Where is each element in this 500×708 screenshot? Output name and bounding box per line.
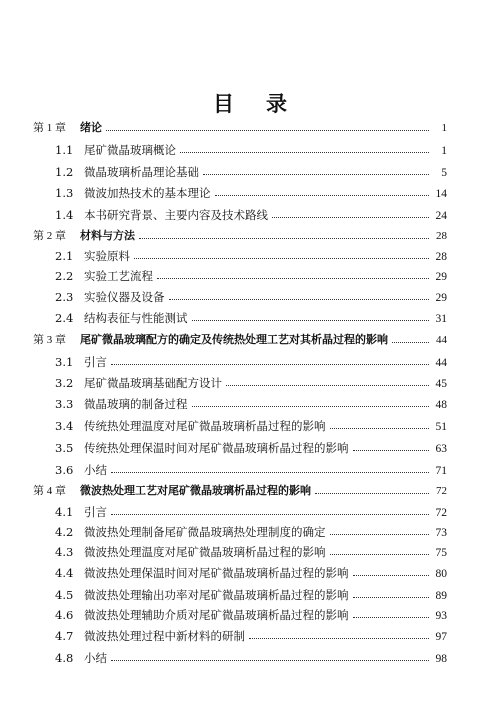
entry-title: 微波热处理温度对尾矿微晶玻璃析晶过程的影响: [84, 545, 326, 559]
toc-section-entry[interactable]: [55, 648, 447, 668]
entry-title: 微波热处理保温时间对尾矿微晶玻璃析晶过程的影响: [84, 566, 349, 580]
entry-page-number: 31: [435, 313, 447, 325]
dot-leader: [249, 637, 429, 639]
entry-title: 微波热处理辅助介质对尾矿微晶玻璃析晶过程的影响: [84, 608, 349, 622]
toc-section-entry[interactable]: [55, 373, 447, 393]
entry-number: 2.2: [55, 269, 74, 283]
entry-title: 实验工艺流程: [84, 269, 153, 283]
entry-page-number: 72: [435, 507, 447, 519]
entry-title: 小结: [84, 651, 107, 665]
entry-number: 第 3 章: [33, 334, 66, 346]
dot-leader: [111, 471, 429, 473]
toc-section-entry[interactable]: [55, 266, 447, 286]
entry-page-number: 97: [435, 631, 447, 643]
toc-section-entry[interactable]: [55, 626, 447, 646]
toc-section-entry[interactable]: [55, 460, 447, 480]
dot-leader: [330, 553, 430, 555]
dot-leader: [192, 405, 430, 407]
entry-number: 第 2 章: [33, 230, 66, 242]
toc-section-entry[interactable]: [55, 522, 447, 542]
entry-page-number: 73: [435, 527, 447, 539]
entry-page-number: 1: [441, 145, 447, 157]
page-title: [0, 88, 500, 118]
entry-number: 4.6: [55, 608, 74, 622]
entry-title: 材料与方法: [80, 229, 135, 242]
entry-number: 1.4: [55, 208, 74, 222]
entry-page-number: 71: [435, 465, 447, 477]
dot-leader: [111, 513, 429, 515]
toc-section-entry[interactable]: [55, 308, 447, 328]
entry-title: 微晶玻璃析晶理论基础: [84, 165, 199, 179]
dot-leader: [111, 659, 429, 661]
entry-title: 引言: [84, 355, 107, 369]
entry-number: 3.3: [55, 397, 74, 411]
entry-title: 微波加热技术的基本理论: [84, 186, 211, 200]
entry-number: 4.8: [55, 651, 74, 665]
entry-number: 2.1: [55, 249, 74, 263]
entry-page-number: 1: [441, 122, 447, 134]
entry-number: 4.3: [55, 545, 74, 559]
entry-title: 绪论: [80, 121, 102, 134]
toc-chapter-entry[interactable]: [33, 118, 447, 138]
entry-page-number: 5: [441, 167, 447, 179]
toc-section-entry[interactable]: [55, 563, 447, 583]
toc-section-entry[interactable]: [55, 162, 447, 182]
entry-title: 本书研究背景、主要内容及技术路线: [84, 208, 268, 222]
entry-number: 第 1 章: [33, 122, 66, 134]
toc-section-entry[interactable]: [55, 246, 447, 266]
entry-title: 传统热处理温度对尾矿微晶玻璃析晶过程的影响: [84, 419, 326, 433]
entry-title: 微波热处理工艺对尾矿微晶玻璃析晶过程的影响: [80, 484, 311, 497]
entry-number: 第 4 章: [33, 485, 66, 497]
entry-page-number: 45: [435, 378, 447, 390]
dot-leader: [226, 384, 429, 386]
entry-title: 实验仪器及设备: [84, 290, 165, 304]
dot-leader: [272, 216, 429, 218]
entry-number: 3.2: [55, 376, 74, 390]
entry-title: 小结: [84, 463, 107, 477]
dot-leader: [134, 257, 429, 259]
dot-leader: [330, 533, 430, 535]
entry-title: 微波热处理制备尾矿微晶玻璃热处理制度的确定: [84, 525, 326, 539]
toc-section-entry[interactable]: [55, 605, 447, 625]
entry-page-number: 44: [436, 334, 447, 346]
entry-page-number: 80: [435, 568, 447, 580]
entry-number: 1.3: [55, 186, 74, 200]
entry-title: 引言: [84, 505, 107, 519]
entry-number: 2.3: [55, 290, 74, 304]
entry-number: 4.2: [55, 525, 74, 539]
entry-number: 3.6: [55, 463, 74, 477]
entry-page-number: 89: [435, 590, 447, 602]
entry-page-number: 93: [435, 610, 447, 622]
dot-leader: [353, 449, 430, 451]
toc-section-entry[interactable]: [55, 502, 447, 522]
dot-leader: [139, 237, 429, 239]
toc-section-entry[interactable]: [55, 183, 447, 203]
toc-section-entry[interactable]: [55, 140, 447, 160]
entry-page-number: 63: [435, 443, 447, 455]
dot-leader: [353, 616, 430, 618]
entry-page-number: 72: [436, 485, 447, 497]
dot-leader: [192, 319, 430, 321]
toc-section-entry[interactable]: [55, 438, 447, 458]
entry-page-number: 75: [435, 547, 447, 559]
dot-leader: [215, 194, 430, 196]
entry-number: 3.1: [55, 355, 74, 369]
entry-title: 尾矿微晶玻璃概论: [84, 143, 176, 157]
dot-leader: [106, 129, 429, 131]
dot-leader: [330, 427, 430, 429]
entry-page-number: 29: [435, 292, 447, 304]
toc-section-entry[interactable]: [55, 542, 447, 562]
entry-page-number: 28: [435, 251, 447, 263]
entry-title: 微波热处理输出功率对尾矿微晶玻璃析晶过程的影响: [84, 588, 349, 602]
entry-number: 4.7: [55, 629, 74, 643]
page-title-part2: 录: [266, 92, 287, 116]
entry-title: 传统热处理保温时间对尾矿微晶玻璃析晶过程的影响: [84, 441, 349, 455]
entry-title: 微波热处理过程中新材料的研制: [84, 629, 245, 643]
toc-section-entry[interactable]: [55, 394, 447, 414]
entry-title: 实验原料: [84, 249, 130, 263]
entry-number: 2.4: [55, 311, 74, 325]
entry-title: 尾矿微晶玻璃配方的确定及传统热处理工艺对其析晶过程的影响: [80, 333, 388, 346]
dot-leader: [392, 341, 429, 343]
dot-leader: [157, 277, 429, 279]
page-title-part1: 目: [213, 92, 234, 116]
entry-title: 结构表征与性能测试: [84, 311, 188, 325]
toc-chapter-entry[interactable]: [33, 330, 447, 350]
entry-page-number: 28: [436, 230, 447, 242]
toc-section-entry[interactable]: [55, 585, 447, 605]
entry-number: 4.1: [55, 505, 74, 519]
toc-chapter-entry[interactable]: [33, 481, 447, 501]
entry-number: 3.4: [55, 419, 74, 433]
entry-page-number: 98: [435, 653, 447, 665]
entry-number: 3.5: [55, 441, 74, 455]
entry-number: 1.2: [55, 165, 74, 179]
dot-leader: [203, 173, 429, 175]
entry-page-number: 24: [435, 210, 447, 222]
dot-leader: [111, 363, 429, 365]
dot-leader: [169, 298, 430, 300]
dot-leader: [180, 151, 429, 153]
entry-page-number: 48: [435, 399, 447, 411]
toc-section-entry[interactable]: [55, 352, 447, 372]
dot-leader: [315, 492, 429, 494]
entry-title: 微晶玻璃的制备过程: [84, 397, 188, 411]
dot-leader: [353, 596, 430, 598]
entry-page-number: 14: [435, 188, 447, 200]
toc-chapter-entry[interactable]: [33, 226, 447, 246]
toc-section-entry[interactable]: [55, 287, 447, 307]
entry-page-number: 51: [435, 421, 447, 433]
dot-leader: [353, 574, 430, 576]
entry-title: 尾矿微晶玻璃基础配方设计: [84, 376, 222, 390]
entry-number: 1.1: [55, 143, 74, 157]
entry-number: 4.4: [55, 566, 74, 580]
entry-page-number: 44: [435, 357, 447, 369]
entry-page-number: 29: [435, 271, 447, 283]
toc-section-entry[interactable]: [55, 416, 447, 436]
toc-section-entry[interactable]: [55, 205, 447, 225]
entry-number: 4.5: [55, 588, 74, 602]
